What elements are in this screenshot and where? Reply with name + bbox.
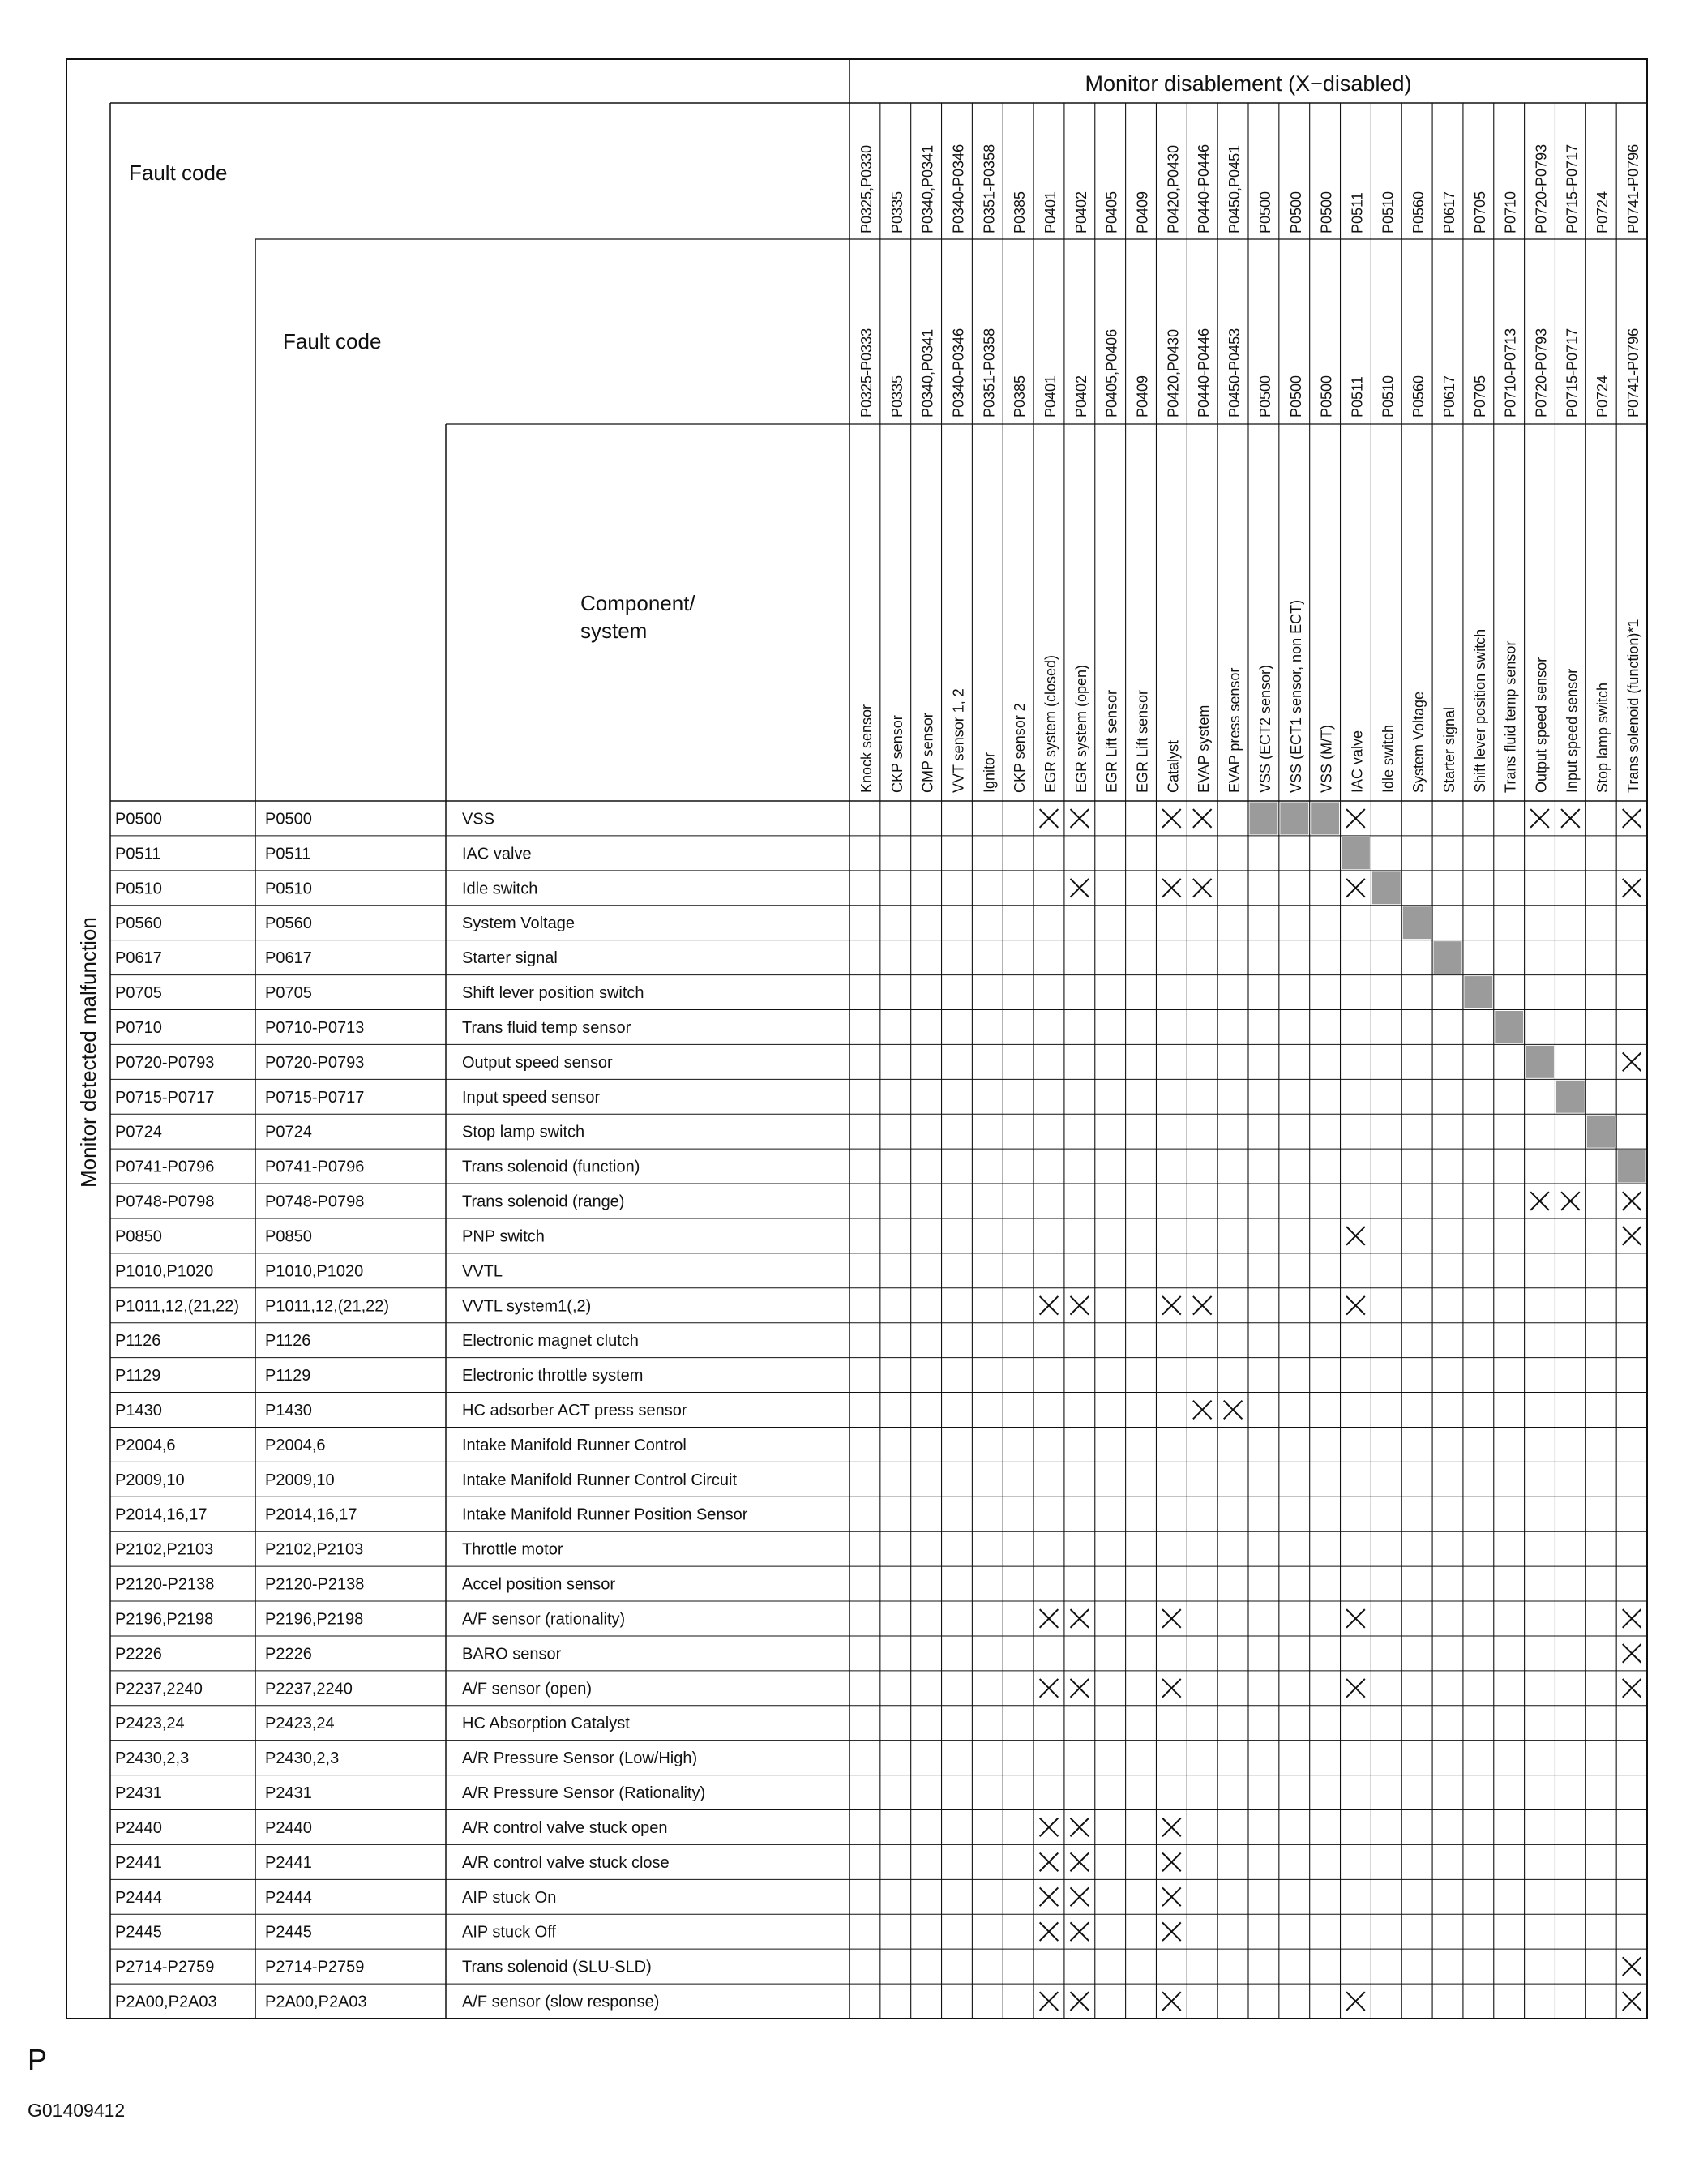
column-code-secondary: P0560 (1410, 375, 1427, 418)
disabled-x-mark (1070, 809, 1089, 828)
row-fault-code-secondary: P2441 (265, 1853, 312, 1872)
row-fault-code-primary: P2430,2,3 (115, 1749, 190, 1768)
column-component-name: Input speed sensor (1564, 668, 1581, 793)
row-fault-code-secondary: P0510 (265, 880, 312, 898)
row-fault-code-secondary: P2A00,P2A03 (265, 1993, 367, 2011)
disabled-x-mark (1530, 1192, 1549, 1210)
disabled-x-mark (1040, 809, 1059, 828)
row-fault-code-primary: P2196,P2198 (115, 1610, 214, 1629)
shaded-self-cell (1464, 976, 1492, 1008)
column-code-secondary: P0405,P0406 (1103, 328, 1120, 418)
column-code-primary: P0511 (1349, 192, 1366, 233)
row-fault-code-primary: P0710 (115, 1018, 162, 1037)
column-code-secondary: P0715-P0717 (1564, 328, 1581, 418)
disabled-x-mark (1623, 1053, 1641, 1072)
component-system-label: system (580, 619, 648, 643)
monitor-disablement-title: Monitor disablement (X−disabled) (1085, 71, 1412, 96)
row-fault-code-primary: P2A00,P2A03 (115, 1993, 217, 2011)
row-fault-code-secondary: P2237,2240 (265, 1680, 353, 1698)
row-fault-code-primary: P1126 (115, 1332, 161, 1351)
row-fault-code-secondary: P1430 (265, 1402, 312, 1420)
shaded-self-cell (1495, 1011, 1523, 1043)
row-component-name: Trans solenoid (range) (462, 1193, 625, 1211)
row-fault-code-secondary: P2445 (265, 1923, 312, 1942)
column-code-secondary: P0409 (1134, 375, 1151, 418)
disabled-x-mark (1040, 1853, 1059, 1872)
column-code-secondary: P0617 (1441, 375, 1457, 418)
row-component-name: Electronic throttle system (462, 1367, 644, 1385)
row-component-name: A/R control valve stuck close (462, 1853, 670, 1872)
row-fault-code-secondary: P0705 (265, 984, 312, 1003)
row-component-name: VSS (462, 810, 495, 829)
row-component-name: VVTL system1(,2) (462, 1297, 592, 1316)
column-component-name: Output speed sensor (1533, 657, 1550, 793)
column-code-primary: P0715-P0717 (1564, 143, 1581, 233)
disabled-x-mark (1623, 1609, 1641, 1628)
column-code-secondary: P0340,P0341 (919, 328, 936, 418)
row-fault-code-primary: P2120-P2138 (115, 1575, 215, 1594)
column-component-name: Trans solenoid (function)*1 (1625, 619, 1642, 793)
row-fault-code-secondary: P2444 (265, 1888, 312, 1907)
column-code-primary: P0450,P0451 (1226, 144, 1243, 233)
shaded-self-cell (1434, 941, 1462, 974)
column-code-primary: P0405 (1103, 191, 1120, 233)
column-code-secondary: P0720-P0793 (1533, 328, 1550, 418)
disabled-x-mark (1070, 1679, 1089, 1698)
row-component-name: Output speed sensor (462, 1053, 613, 1072)
row-component-name: Intake Manifold Runner Control Circuit (462, 1471, 738, 1489)
column-component-name: Ignitor (981, 752, 998, 793)
column-component-name: CMP sensor (919, 713, 936, 793)
row-fault-code-primary: P2226 (115, 1645, 162, 1664)
row-component-name: VVTL (462, 1262, 503, 1281)
row-fault-code-primary: P1011,12,(21,22) (115, 1297, 240, 1316)
disabled-x-mark (1070, 1992, 1089, 2011)
disabled-x-mark (1162, 879, 1181, 897)
column-code-secondary: P0500 (1318, 375, 1335, 418)
row-component-name: Trans solenoid (SLU-SLD) (462, 1958, 652, 1976)
disabled-x-mark (1346, 1679, 1365, 1698)
column-code-primary: P0724 (1594, 191, 1611, 233)
row-fault-code-primary: P2423,24 (115, 1715, 185, 1733)
row-fault-code-secondary: P0715-P0717 (265, 1088, 365, 1107)
column-code-secondary: P0710-P0713 (1502, 328, 1519, 418)
disabled-x-mark (1040, 1922, 1059, 1941)
row-fault-code-primary: P1129 (115, 1367, 161, 1385)
disabled-x-mark (1070, 1296, 1089, 1315)
fault-code-label-primary: Fault code (129, 161, 228, 185)
column-component-name: Catalyst (1165, 739, 1182, 793)
column-code-secondary: P0705 (1471, 375, 1488, 418)
row-fault-code-secondary: P2431 (265, 1784, 312, 1803)
column-code-primary: P0500 (1318, 191, 1335, 233)
column-code-primary: P0340,P0341 (919, 144, 936, 233)
disabled-x-mark (1561, 809, 1580, 828)
disabled-x-mark (1346, 879, 1365, 897)
disabled-x-mark (1162, 1296, 1181, 1315)
disabled-x-mark (1623, 1679, 1641, 1698)
row-component-name: Starter signal (462, 949, 558, 968)
column-component-name: System Voltage (1410, 691, 1427, 793)
row-fault-code-secondary: P2014,16,17 (265, 1505, 357, 1524)
column-code-secondary: P0724 (1594, 375, 1611, 418)
column-component-name: VSS (ECT1 sensor, non ECT) (1287, 599, 1304, 793)
row-component-name: Intake Manifold Runner Control (462, 1436, 687, 1454)
column-code-secondary: P0340-P0346 (950, 328, 967, 418)
column-code-primary: P0340-P0346 (950, 143, 967, 233)
column-component-name: CKP sensor 2 (1012, 703, 1029, 793)
column-component-name: Shift lever position switch (1471, 628, 1488, 793)
column-component-name: VVT sensor 1, 2 (950, 688, 967, 793)
row-component-name: Stop lamp switch (462, 1123, 585, 1141)
column-code-primary: P0710 (1502, 191, 1519, 233)
disabled-x-mark (1623, 1644, 1641, 1663)
column-component-name: EGR Lift sensor (1103, 689, 1120, 793)
disabled-x-mark (1193, 809, 1212, 828)
column-code-primary: P0510 (1380, 191, 1397, 233)
row-component-name: A/R Pressure Sensor (Low/High) (462, 1749, 698, 1768)
column-component-name: EVAP press sensor (1226, 667, 1243, 793)
disabled-x-mark (1070, 1609, 1089, 1628)
row-fault-code-secondary: P0617 (265, 949, 312, 968)
disabled-x-mark (1193, 1296, 1212, 1315)
row-fault-code-secondary: P2440 (265, 1818, 312, 1837)
column-code-primary: P0720-P0793 (1533, 143, 1550, 233)
row-component-name: BARO sensor (462, 1645, 562, 1664)
row-fault-code-primary: P2445 (115, 1923, 162, 1942)
row-fault-code-primary: P2431 (115, 1784, 162, 1803)
row-fault-code-primary: P2714-P2759 (115, 1958, 215, 1976)
row-fault-code-primary: P0500 (115, 810, 162, 829)
row-component-name: Accel position sensor (462, 1575, 615, 1594)
row-component-name: Throttle motor (462, 1540, 563, 1559)
disabled-x-mark (1070, 1922, 1089, 1941)
row-fault-code-primary: P0724 (115, 1123, 162, 1141)
row-fault-code-primary: P0560 (115, 914, 162, 933)
row-fault-code-secondary: P0748-P0798 (265, 1193, 365, 1211)
disabled-x-mark (1040, 1887, 1059, 1906)
row-fault-code-secondary: P1129 (265, 1367, 311, 1385)
row-fault-code-primary: P0850 (115, 1227, 162, 1246)
row-fault-code-primary: P1430 (115, 1402, 162, 1420)
column-code-primary: P0420,P0430 (1165, 144, 1182, 233)
disabled-x-mark (1623, 1192, 1641, 1210)
row-fault-code-secondary: P2120-P2138 (265, 1575, 365, 1594)
disabled-x-mark (1623, 879, 1641, 897)
disabled-x-mark (1040, 1679, 1059, 1698)
disabled-x-mark (1162, 1609, 1181, 1628)
column-code-secondary: P0385 (1012, 375, 1029, 418)
disabled-x-mark (1530, 809, 1549, 828)
column-component-name: VSS (ECT2 sensor) (1256, 664, 1273, 793)
row-component-name: Shift lever position switch (462, 984, 644, 1003)
column-code-primary: P0617 (1441, 191, 1457, 233)
row-fault-code-secondary: P0710-P0713 (265, 1018, 365, 1037)
column-code-primary: P0351-P0358 (981, 143, 998, 233)
column-component-name: EGR system (open) (1072, 664, 1089, 793)
row-component-name: A/F sensor (slow response) (462, 1993, 660, 2011)
column-code-secondary: P0450-P0453 (1226, 328, 1243, 418)
row-fault-code-primary: P0511 (115, 845, 161, 863)
row-component-name: IAC valve (462, 845, 532, 863)
row-component-name: AIP stuck On (462, 1888, 557, 1907)
row-fault-code-primary: P0705 (115, 984, 162, 1003)
disabled-x-mark (1070, 1887, 1089, 1906)
disabled-x-mark (1070, 879, 1089, 897)
row-fault-code-secondary: P2714-P2759 (265, 1958, 365, 1976)
column-code-secondary: P0401 (1042, 375, 1059, 418)
disabled-x-mark (1346, 1227, 1365, 1245)
column-code-secondary: P0420,P0430 (1165, 328, 1182, 418)
row-fault-code-primary: P2444 (115, 1888, 162, 1907)
disabled-x-mark (1193, 1401, 1212, 1420)
row-fault-code-secondary: P0850 (265, 1227, 312, 1246)
disabled-x-mark (1346, 1609, 1365, 1628)
disabled-x-mark (1040, 1609, 1059, 1628)
shaded-self-cell (1526, 1046, 1554, 1078)
row-fault-code-primary: P2004,6 (115, 1436, 176, 1454)
row-component-name: Intake Manifold Runner Position Sensor (462, 1505, 748, 1524)
row-fault-code-secondary: P2423,24 (265, 1715, 335, 1733)
column-code-primary: P0705 (1471, 191, 1488, 233)
column-component-name: EGR Lift sensor (1134, 689, 1151, 793)
disabled-x-mark (1162, 1818, 1181, 1837)
shaded-self-cell (1250, 803, 1278, 835)
disabled-x-mark (1162, 1922, 1181, 1941)
row-component-name: A/R Pressure Sensor (Rationality) (462, 1784, 706, 1803)
column-component-name: Stop lamp switch (1594, 682, 1611, 793)
row-component-name: System Voltage (462, 914, 575, 933)
row-component-name: Idle switch (462, 880, 538, 898)
row-fault-code-secondary: P0724 (265, 1123, 312, 1141)
figure-id: G01409412 (28, 2100, 126, 2121)
row-component-name: HC Absorption Catalyst (462, 1715, 630, 1733)
disabled-x-mark (1623, 1992, 1641, 2011)
disabled-x-mark (1070, 1853, 1089, 1872)
row-component-name: Input speed sensor (462, 1088, 601, 1107)
row-fault-code-primary: P0617 (115, 949, 162, 968)
row-fault-code-secondary: P1010,P1020 (265, 1262, 364, 1281)
column-component-name: EVAP system (1196, 704, 1213, 793)
row-component-name: A/F sensor (open) (462, 1680, 593, 1698)
disabled-x-mark (1162, 809, 1181, 828)
shaded-self-cell (1403, 906, 1431, 939)
row-fault-code-primary: P1010,P1020 (115, 1262, 214, 1281)
row-component-name: A/R control valve stuck open (462, 1818, 668, 1837)
row-fault-code-secondary: P1011,12,(21,22) (265, 1297, 390, 1316)
component-system-label: Component/ (580, 591, 695, 615)
fault-code-label-secondary: Fault code (283, 329, 382, 353)
disabled-x-mark (1623, 809, 1641, 828)
column-component-name: Starter signal (1441, 706, 1457, 793)
row-fault-code-primary: P2441 (115, 1853, 162, 1872)
row-fault-code-secondary: P2102,P2103 (265, 1540, 364, 1559)
column-component-name: Knock sensor (858, 704, 875, 793)
row-fault-code-primary: P0715-P0717 (115, 1088, 215, 1107)
column-component-name: IAC valve (1349, 730, 1366, 793)
disabled-x-mark (1162, 1992, 1181, 2011)
shaded-self-cell (1280, 803, 1308, 835)
column-code-primary: P0560 (1410, 191, 1427, 233)
column-code-secondary: P0500 (1287, 375, 1304, 418)
row-fault-code-secondary: P0500 (265, 810, 312, 829)
column-code-secondary: P0335 (888, 375, 905, 418)
disabled-x-mark (1346, 1992, 1365, 2011)
row-fault-code-secondary: P2004,6 (265, 1436, 326, 1454)
column-code-primary: P0402 (1072, 191, 1089, 233)
column-code-primary: P0440-P0446 (1196, 143, 1213, 233)
row-fault-code-primary: P2014,16,17 (115, 1505, 208, 1524)
disabled-x-mark (1162, 1679, 1181, 1698)
column-code-primary: P0500 (1287, 191, 1304, 233)
column-code-primary: P0335 (888, 191, 905, 233)
disabled-x-mark (1162, 1887, 1181, 1906)
column-code-secondary: P0510 (1380, 375, 1397, 418)
row-fault-code-primary: P0748-P0798 (115, 1193, 215, 1211)
disabled-x-mark (1623, 1227, 1641, 1245)
row-component-name: Electronic magnet clutch (462, 1332, 639, 1351)
row-fault-code-primary: P0741-P0796 (115, 1158, 215, 1176)
row-fault-code-primary: P2102,P2103 (115, 1540, 214, 1559)
column-code-secondary: P0402 (1072, 375, 1089, 418)
row-fault-code-secondary: P0741-P0796 (265, 1158, 365, 1176)
disabled-x-mark (1040, 1992, 1059, 2011)
disabled-x-mark (1346, 1296, 1365, 1315)
shaded-self-cell (1372, 871, 1401, 904)
disabled-x-mark (1162, 1853, 1181, 1872)
row-component-name: Trans fluid temp sensor (462, 1018, 631, 1037)
column-code-primary: P0325,P0330 (858, 144, 875, 233)
disabled-x-mark (1040, 1296, 1059, 1315)
row-fault-code-primary: P2440 (115, 1818, 162, 1837)
shaded-self-cell (1587, 1116, 1615, 1148)
column-code-primary: P0500 (1256, 191, 1273, 233)
column-component-name: Idle switch (1380, 724, 1397, 793)
row-component-name: HC adsorber ACT press sensor (462, 1402, 687, 1420)
row-fault-code-primary: P0720-P0793 (115, 1053, 215, 1072)
row-component-name: Trans solenoid (function) (462, 1158, 640, 1176)
shaded-self-cell (1311, 803, 1339, 835)
row-fault-code-secondary: P2226 (265, 1645, 312, 1664)
row-axis-label: Monitor detected malfunction (76, 917, 101, 1188)
shaded-self-cell (1618, 1150, 1646, 1183)
disabled-x-mark (1623, 1957, 1641, 1976)
row-component-name: PNP switch (462, 1227, 545, 1246)
column-code-secondary: P0440-P0446 (1196, 328, 1213, 418)
row-fault-code-secondary: P1126 (265, 1332, 311, 1351)
column-code-secondary: P0511 (1349, 376, 1366, 418)
row-fault-code-secondary: P2196,P2198 (265, 1610, 364, 1629)
column-code-secondary: P0741-P0796 (1625, 328, 1642, 418)
disabled-x-mark (1224, 1401, 1243, 1420)
column-code-primary: P0401 (1042, 191, 1059, 233)
row-component-name: A/F sensor (rationality) (462, 1610, 626, 1629)
column-code-primary: P0385 (1012, 191, 1029, 233)
shaded-self-cell (1556, 1081, 1585, 1113)
disabled-x-mark (1040, 1818, 1059, 1837)
disabled-x-mark (1193, 879, 1212, 897)
column-component-name: Trans fluid temp sensor (1502, 640, 1519, 793)
row-fault-code-secondary: P0720-P0793 (265, 1053, 365, 1072)
column-code-primary: P0741-P0796 (1625, 143, 1642, 233)
disabled-x-mark (1346, 809, 1365, 828)
row-fault-code-secondary: P2430,2,3 (265, 1749, 340, 1768)
disabled-x-mark (1561, 1192, 1580, 1210)
column-code-primary: P0409 (1134, 191, 1151, 233)
column-code-secondary: P0325-P0333 (858, 328, 875, 418)
row-fault-code-secondary: P2009,10 (265, 1471, 335, 1489)
column-component-name: CKP sensor (888, 715, 905, 793)
column-code-secondary: P0500 (1256, 375, 1273, 418)
row-fault-code-primary: P2237,2240 (115, 1680, 203, 1698)
row-fault-code-primary: P0510 (115, 880, 162, 898)
disabled-x-mark (1070, 1818, 1089, 1837)
footer-letter: P (28, 2043, 48, 2076)
column-code-secondary: P0351-P0358 (981, 328, 998, 418)
row-fault-code-primary: P2009,10 (115, 1471, 185, 1489)
column-component-name: VSS (M/T) (1318, 725, 1335, 793)
column-component-name: EGR system (closed) (1042, 654, 1059, 793)
row-fault-code-secondary: P0511 (265, 845, 311, 863)
row-component-name: AIP stuck Off (462, 1923, 556, 1942)
row-fault-code-secondary: P0560 (265, 914, 312, 933)
shaded-self-cell (1342, 837, 1370, 869)
